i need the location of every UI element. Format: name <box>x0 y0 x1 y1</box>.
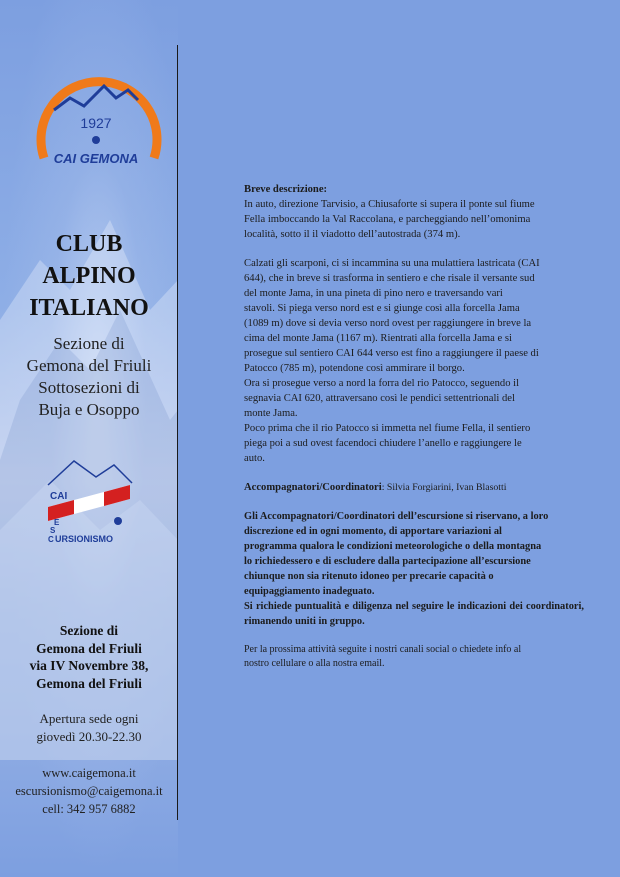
main-content <box>244 182 584 671</box>
address-line: via IV Novembre 38, <box>29 658 149 673</box>
club-title <box>0 228 178 324</box>
text-line: lo richiedessero e di escludere dalla partecipazione all’escursione <box>244 556 531 567</box>
address-line: Sezione di <box>59 623 119 638</box>
text-line: programma qualora le condizioni meteorologiche o della montagna <box>244 541 542 552</box>
section-line: Buja e Osoppo <box>38 400 140 419</box>
coordinators-names: : Silvia Forgiarini, Ivan Blasotti <box>381 482 507 493</box>
text-line: (1089 m) dove si devia verso nord ovest per raggiungere in breve la <box>244 318 532 329</box>
email-link[interactable]: escursionismo@caigemona.it <box>15 784 163 798</box>
esc-logo-letter: E <box>54 518 60 527</box>
text-line: segnavia CAI 620, attraversano così le pendici settentrionali del <box>244 393 515 404</box>
hours-line: giovedì 20.30-22.30 <box>36 729 142 744</box>
esc-logo-cai: CAI <box>50 491 68 502</box>
address-block <box>0 622 178 692</box>
text-line: equipaggiamento inadeguato. <box>244 586 375 597</box>
text-line: nostro cellulare o alla nostra email. <box>244 658 385 669</box>
text-line: Gli Accompagnatori/Coordinatori dell’escursione si riservano, a loro <box>244 511 549 522</box>
footer-note <box>244 643 584 671</box>
coordinators-line <box>244 480 584 495</box>
sidebar <box>0 0 178 877</box>
phone-number: cell: 342 957 6882 <box>42 802 136 816</box>
text-line: Ora si prosegue verso a nord la forra del rio Patocco, seguendo il <box>244 378 520 389</box>
website-link[interactable]: www.caigemona.it <box>42 766 136 780</box>
opening-hours <box>0 710 178 746</box>
text-line: chiunque non sia ritenuto idoneo per precarie capacità o <box>244 571 494 582</box>
escursionismo-logo <box>44 455 134 550</box>
club-title-line: ALPINO <box>42 263 136 289</box>
description-heading: Breve descrizione: <box>244 184 328 195</box>
hours-line: Apertura sede ogni <box>39 711 139 726</box>
text-line: monte Jama. <box>244 408 298 419</box>
address-line: Gemona del Friuli <box>36 640 142 656</box>
text-line: piega poi a sud ovest facendoci chiudere l’anello e raggiungere le <box>244 438 522 449</box>
coordinators-label: Accompagnatori/Coordinatori <box>244 482 382 493</box>
text-line: In auto, direzione Tarvisio, a Chiusaforte si supera il ponte sul fiume <box>244 199 535 210</box>
esc-logo-word: URSIONISMO <box>55 534 114 544</box>
section-line: Sezione di <box>53 334 125 353</box>
text-line: stavoli. Si piega verso nord est e si giunge così alla forcella Jama <box>244 303 520 314</box>
logo-year: 1927 <box>80 115 112 131</box>
text-line: località, sotto il il viadotto dell’autostrada (374 m). <box>244 229 461 240</box>
punctuality-note: Si richiede puntualità e diligenza nel seguire le indicazioni dei coordinatori, rimanendo uniti in gruppo. <box>244 601 584 627</box>
logo-name: CAI GEMONA <box>53 151 139 166</box>
vertical-divider <box>177 45 178 820</box>
text-line: cima del monte Jama (1167 m). Rientrati alla forcella Jama e si <box>244 333 512 344</box>
text-line: prosegue sul sentiero CAI 644 verso est fino a raggiungere il paese di <box>244 348 539 359</box>
description-para-1 <box>244 197 584 242</box>
text-line: Fella imboccando la Val Raccolana, e parcheggiando nell’omonima <box>244 214 531 225</box>
text-line: Calzati gli scarponi, ci si incammina su una mulattiera lastricata (CAI <box>244 258 540 269</box>
section-info <box>0 333 178 421</box>
text-line: auto. <box>244 453 265 464</box>
text-line: Per la prossima attività seguite i nostri canali social o chiedete info al <box>244 644 522 655</box>
club-title-line: CLUB <box>55 231 123 257</box>
address-line: Gemona del Friuli <box>36 675 142 691</box>
club-title-line: ITALIANO <box>29 295 149 321</box>
contacts-block <box>0 764 178 818</box>
text-line: Patocco (785 m), potendone così ammirare il borgo. <box>244 363 465 374</box>
text-line: 644), che in breve si trasforma in sentiero e che risale il versante sud <box>244 273 535 284</box>
cai-gemona-logo <box>26 58 166 176</box>
text-line: del monte Jama, in una pineta di pino nero e traversando vari <box>244 288 503 299</box>
coordinators-note <box>244 509 584 629</box>
description-para-2 <box>244 256 584 466</box>
esc-logo-letter: S <box>50 526 56 535</box>
text-line: discrezione ed in ogni momento, di apportare variazioni al <box>244 526 502 537</box>
esc-logo-letter: C <box>48 535 54 544</box>
section-line: Gemona del Friuli <box>26 356 152 375</box>
section-line: Sottosezioni di <box>38 378 140 397</box>
text-line: Poco prima che il rio Patocco si immetta nel fiume Fella, il sentiero <box>244 423 531 434</box>
